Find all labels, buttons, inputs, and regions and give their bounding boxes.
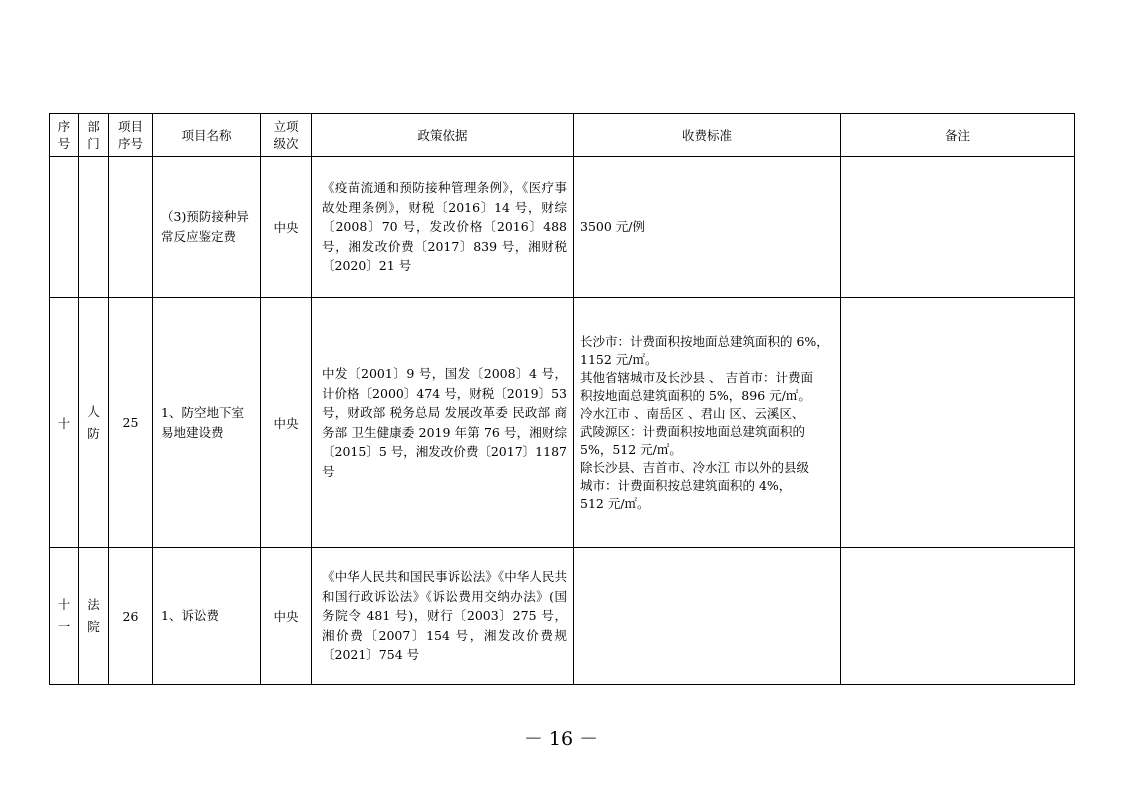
- standard-line: 武陵源区：计费面积按地面总建筑面积的: [580, 423, 806, 439]
- standard-line: 其他省辖城市及长沙县 、 吉首市：计费面: [580, 369, 813, 385]
- header-item-name-label: 项目名称: [181, 127, 232, 143]
- header-item-seq: [109, 114, 153, 157]
- row-item-name-cell: 1、诉讼费: [153, 548, 261, 685]
- header-standard-label: 收费标准: [681, 127, 732, 143]
- row-level-cell: 中央: [261, 548, 312, 685]
- header-dept: [79, 114, 109, 157]
- row-level-cell: 中央: [261, 157, 312, 298]
- header-item-seq-label: 项目序号: [117, 119, 143, 151]
- standard-line: 除长沙县、吉首市、冷水江 市以外的县级: [580, 459, 809, 475]
- table-row: [50, 298, 1075, 548]
- standard-line: 长沙市：计费面积按地面总建筑面积的 6%，: [580, 333, 829, 349]
- row-dept-label: 法院: [87, 597, 100, 634]
- table-row: [50, 157, 1075, 298]
- standard-line: 1152 元/㎡。: [580, 351, 658, 367]
- header-dept-label: 部门: [87, 119, 100, 151]
- row-dept-cell: [79, 298, 109, 548]
- header-policy-label: 政策依据: [417, 127, 468, 143]
- header-level: [261, 114, 312, 157]
- row-dept-cell: [79, 548, 109, 685]
- row-item-name-cell: 1、防空地下室易地建设费: [153, 298, 261, 548]
- row-item-seq-cell: [109, 157, 153, 298]
- row-item-seq-cell: 26: [109, 548, 153, 685]
- standard-line: 冷水江市 、南岳区 、君山 区、云溪区、: [580, 405, 805, 421]
- row-dept-label: 人防: [87, 403, 100, 441]
- row-standard-cell: [574, 157, 841, 298]
- standard-line: 积按地面总建筑面积的 5%，896 元/㎡。: [580, 387, 811, 403]
- header-seq: [50, 114, 79, 157]
- header-policy: [312, 114, 574, 157]
- fee-schedule-table: [49, 113, 1075, 685]
- header-item-name: [153, 114, 261, 157]
- standard-line: 5%，512 元/㎡。: [580, 441, 682, 457]
- row-standard-cell: [574, 548, 841, 685]
- row-policy-cell: 《疫苗流通和预防接种管理条例》，《医疗事故处理条例》，财税〔2016〕14 号，财综〔2008〕70 号，发改价格〔2016〕488号，湘发改价费〔2017〕839 号，湘财税〔2020〕21 号: [312, 157, 574, 298]
- row-level-cell: 中央: [261, 298, 312, 548]
- standard-line: 城市：计费面积按总建筑面积的 4%，: [580, 477, 792, 493]
- row-item-seq-cell: 25: [109, 298, 153, 548]
- standard-line: 3500 元/例: [580, 219, 645, 234]
- row-remark-cell: [841, 548, 1075, 685]
- header-seq-label: 序号: [57, 119, 71, 151]
- page-number: － 16 －: [523, 728, 599, 750]
- header-standard: [574, 114, 841, 157]
- row-standard-cell: [574, 298, 841, 548]
- header-remark: [841, 114, 1075, 157]
- row-dept-cell: [79, 157, 109, 298]
- row-item-name-cell: （3)预防接种异常反应鉴定费: [153, 157, 261, 298]
- row-seq-label: 十一: [57, 597, 71, 634]
- row-seq-cell: [50, 157, 79, 298]
- table-row: [50, 548, 1075, 685]
- row-seq-cell: 十: [50, 298, 79, 548]
- row-remark-cell: [841, 157, 1075, 298]
- header-remark-label: 备注: [944, 127, 970, 143]
- row-remark-cell: [841, 298, 1075, 548]
- row-seq-cell: [50, 548, 79, 685]
- row-policy-cell: 中发〔2001〕9 号，国发〔2008〕4 号，计价格〔2000〕474 号，财税〔2019〕53 号，财政部 税务总局 发展改革委 民政部 商务部 卫生健康委 2019 年第 76 号，湘财综〔2015〕5 号，湘发改价费〔2017〕1187号: [312, 298, 574, 548]
- table-header-row: [50, 114, 1075, 157]
- header-level-label: 立项级次: [273, 119, 299, 151]
- standard-line: 512 元/㎡。: [580, 495, 650, 511]
- row-policy-cell: 《中华人民共和国民事诉讼法》《中华人民共和国行政诉讼法》《诉讼费用交纳办法》(国务院令 481 号)，财行〔2003〕275 号，湘价费〔2007〕154 号，湘发改价费规〔2021〕754 号: [312, 548, 574, 685]
